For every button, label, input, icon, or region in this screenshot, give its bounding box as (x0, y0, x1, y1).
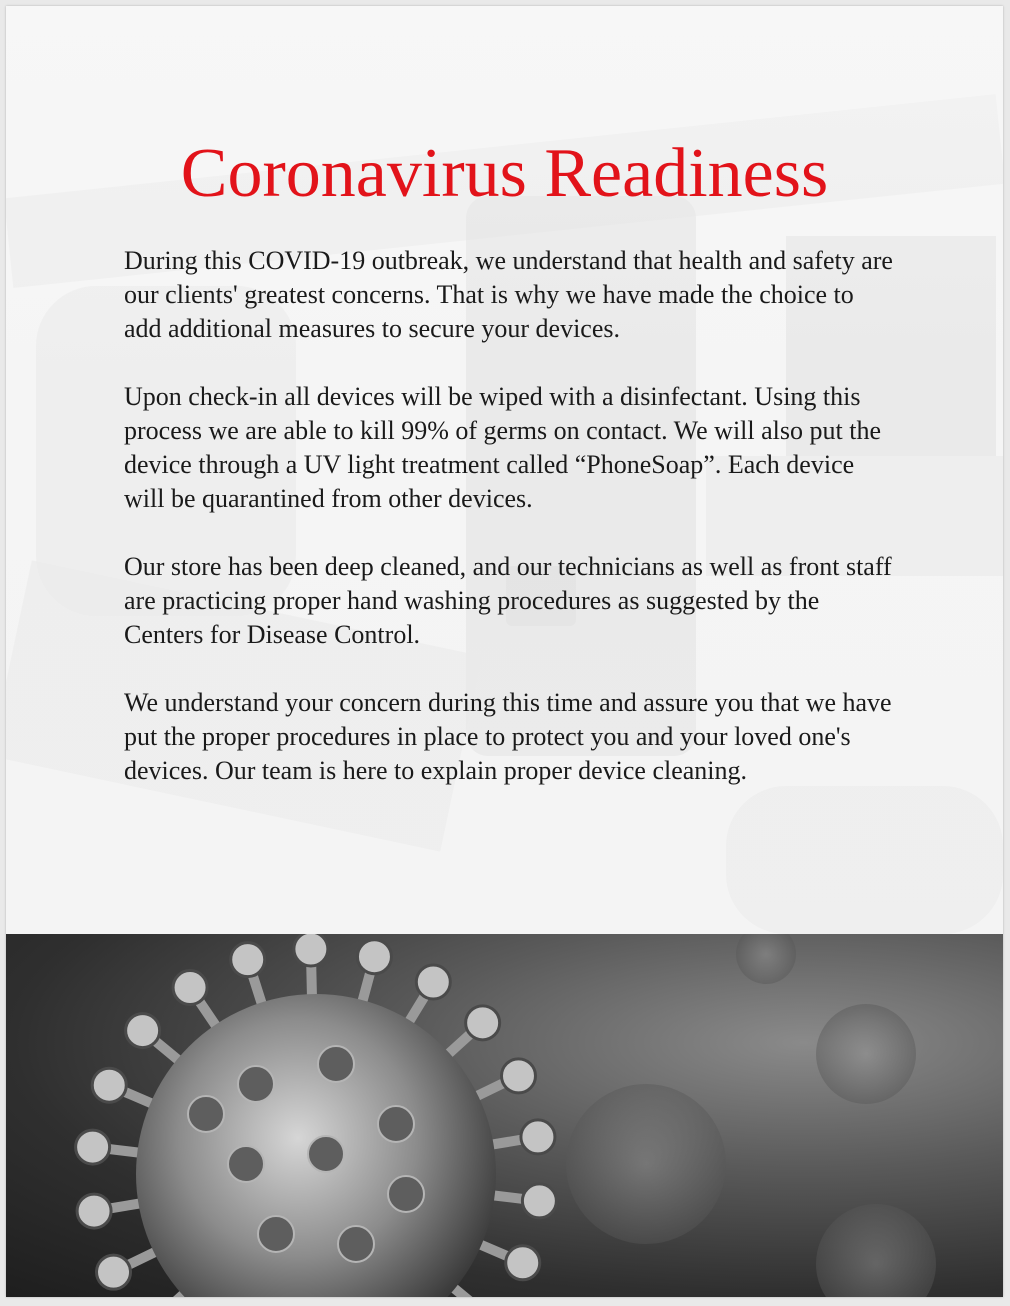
coronavirus-image (6, 934, 1003, 1297)
page-title: Coronavirus Readiness (180, 135, 829, 212)
paragraph-1: During this COVID-19 outbreak, we understand that health and safety are our clients' greatest concerns. That is why we have made the choice to add additional measures to secure your devices. (124, 246, 893, 343)
paragraph-3: Our store has been deep cleaned, and our technicians as well as front staff are practicing proper hand washing procedures as suggested by the Centers for Disease Control. (124, 552, 892, 649)
document-page (6, 6, 1003, 1297)
body-text (124, 244, 894, 822)
paragraph-4: We understand your concern during this time and assure you that we have put the proper procedures in place to protect you and your loved one's devices. Our team is here to explain proper device cleaning. (124, 688, 892, 785)
paragraph-2: Upon check-in all devices will be wiped with a disinfectant. Using this process we are able to kill 99% of germs on contact. We will also put the device through a UV light treatment called “PhoneSoap”. Each device will be quarantined from other devices. (124, 382, 881, 513)
virus-illustration-icon (6, 934, 1003, 1297)
